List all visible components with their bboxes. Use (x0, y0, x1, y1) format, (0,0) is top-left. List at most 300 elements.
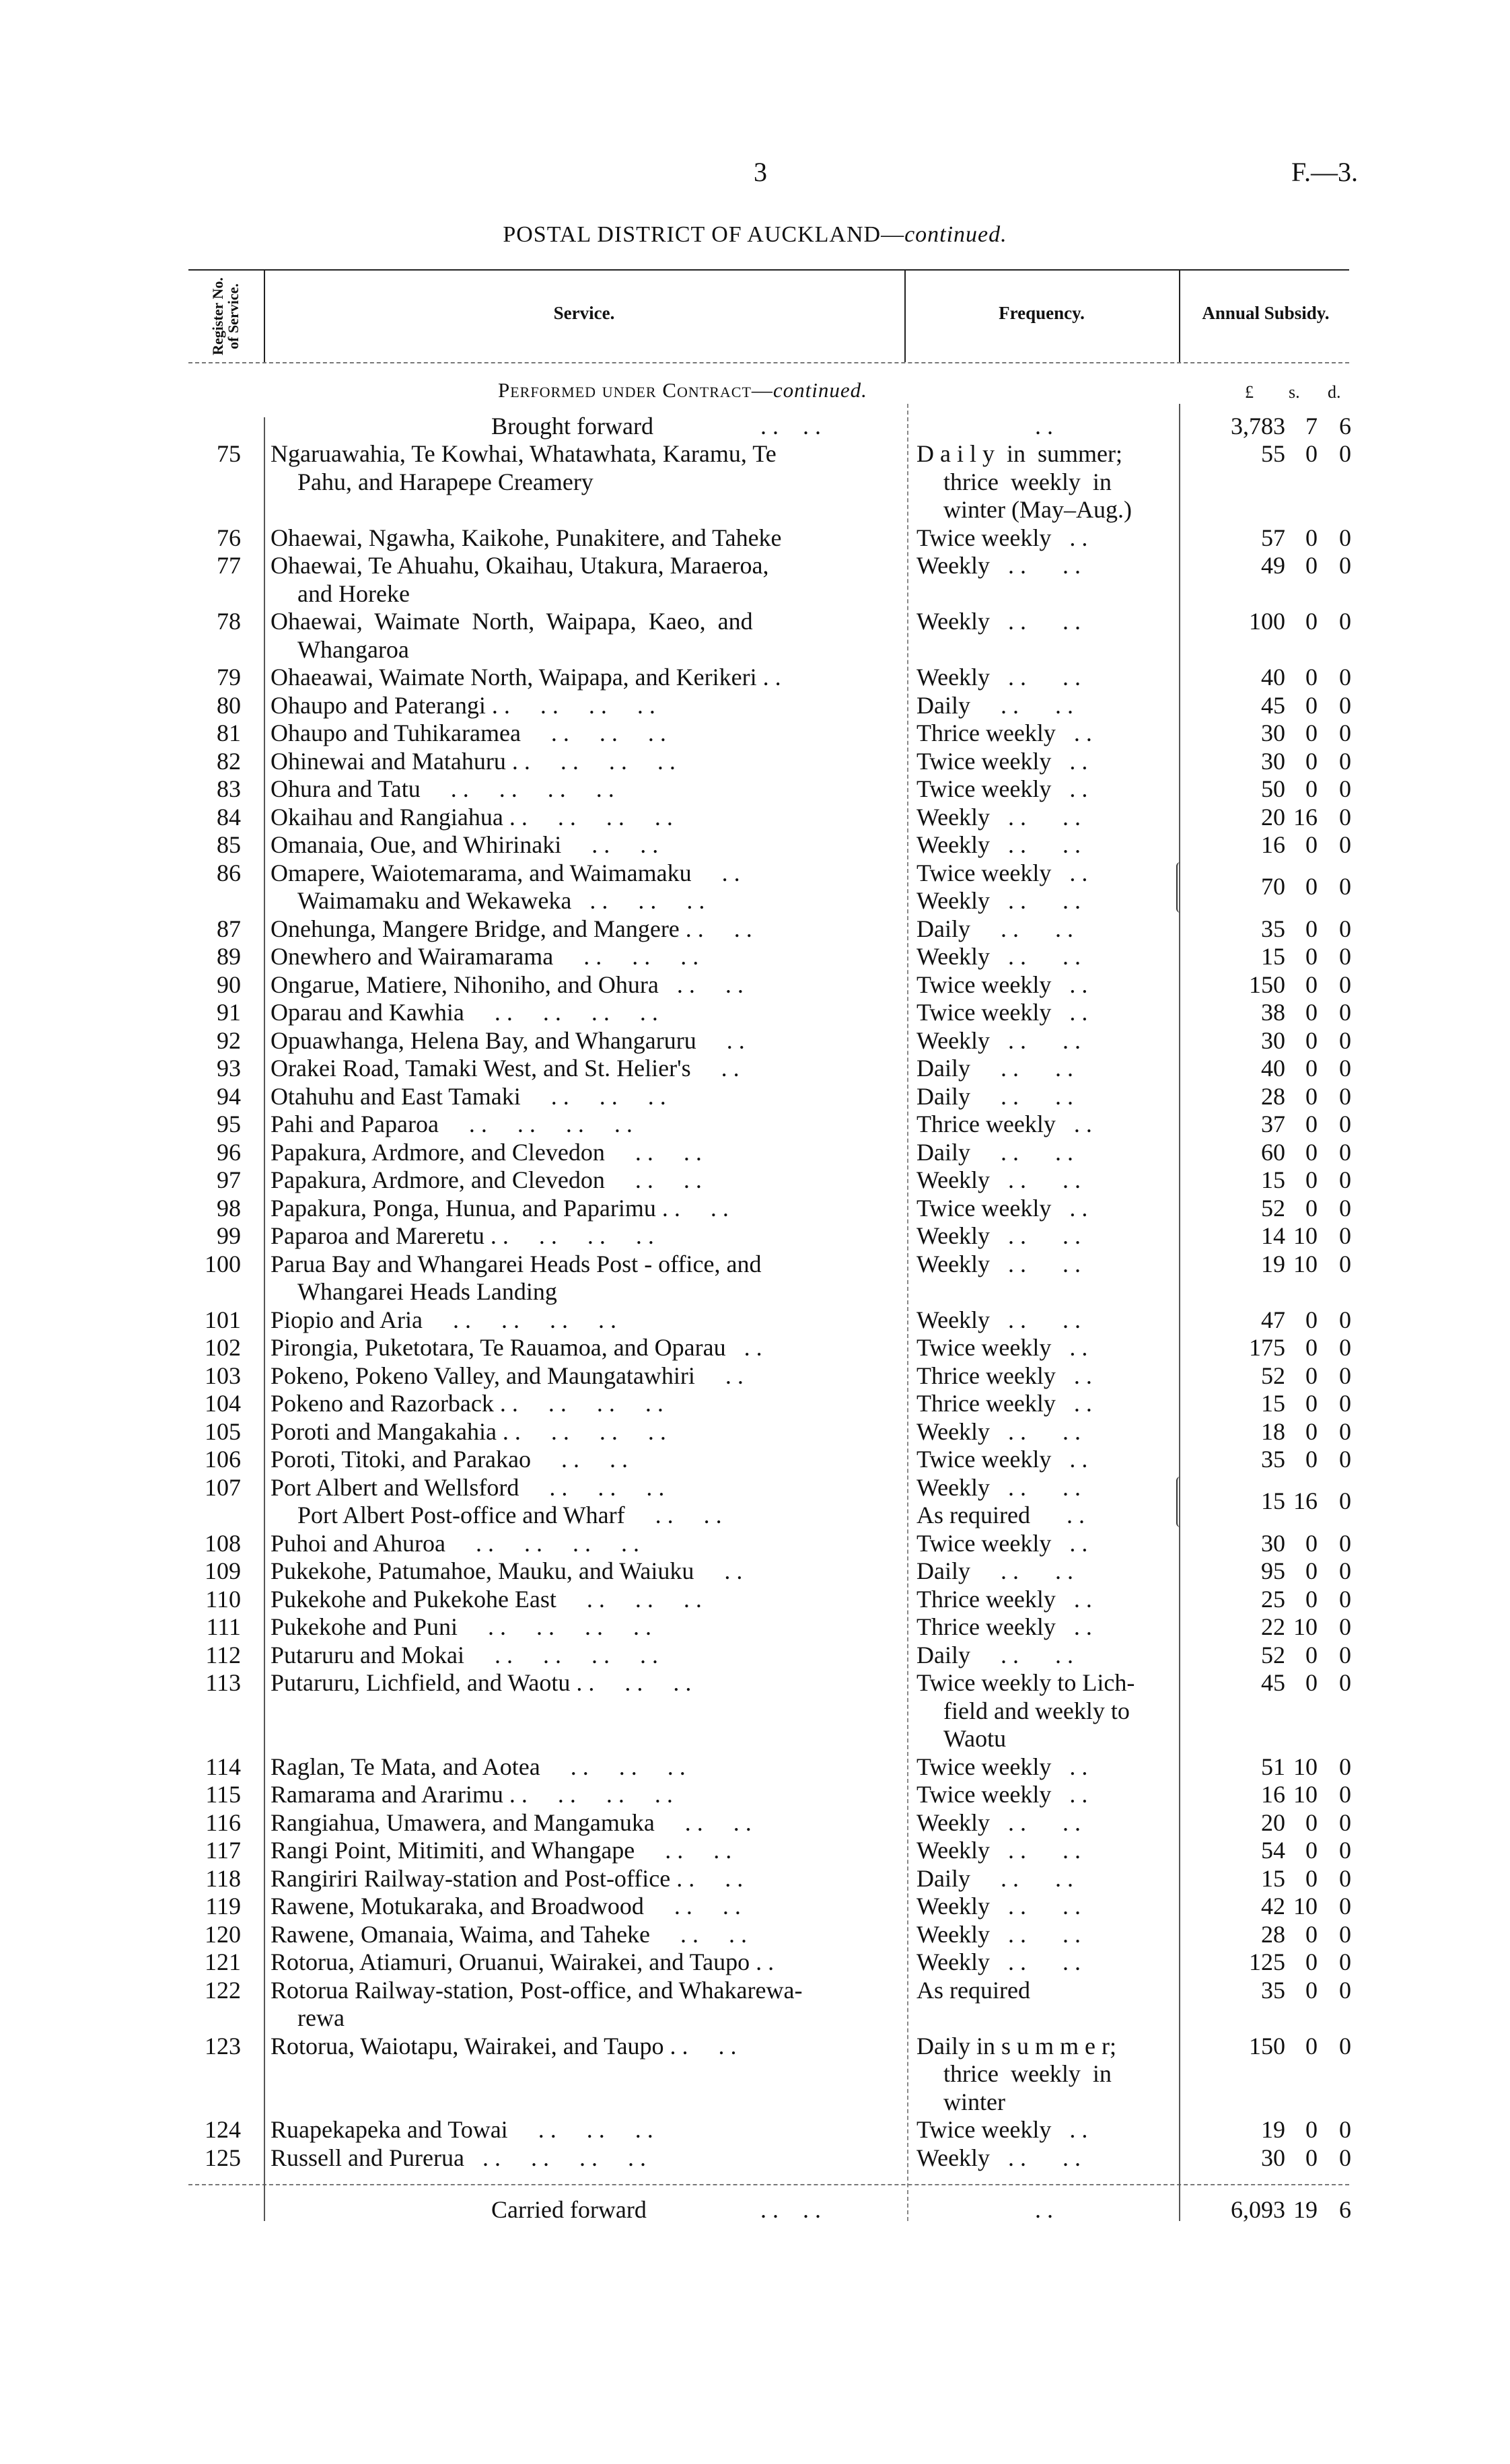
register-number: 89 (217, 943, 241, 970)
frequency-line: Weekly . . . . (916, 2144, 1081, 2171)
currency-pence: d. (1328, 382, 1341, 402)
service-line: Rawene, Motukaraka, and Broadwood . . . . (271, 1893, 741, 1920)
subsidy-pounds: 15 (1261, 1390, 1285, 1417)
table-row (0, 1334, 1510, 1362)
subsidy-shillings: 0 (1305, 1417, 1318, 1445)
service-description (271, 1334, 886, 1362)
subsidy-shillings: 10 (1293, 1781, 1318, 1808)
subsidy-shillings: 0 (1305, 608, 1318, 635)
frequency-line-continued: thrice weekly in (943, 2060, 1112, 2087)
frequency (916, 552, 1162, 580)
table-row (0, 943, 1510, 971)
carried-forward-label: Carried forward (491, 2196, 647, 2223)
frequency (916, 1251, 1162, 1279)
frequency (916, 1139, 1162, 1167)
table-row (0, 1139, 1510, 1167)
subsidy-pence: 0 (1339, 1893, 1351, 1920)
frequency (916, 1921, 1162, 1949)
frequency-line-continued: As required . . (916, 1502, 1085, 1528)
table-row (0, 1027, 1510, 1055)
frequency (916, 1948, 1162, 1977)
subsidy-pounds: 52 (1261, 1362, 1285, 1389)
service-line-continued: rewa (297, 2004, 345, 2031)
subsidy-shillings: 10 (1293, 1222, 1318, 1249)
subsidy-pence: 0 (1339, 1808, 1351, 1836)
frequency-line: Daily . . . . (916, 1055, 1073, 1082)
service-description (271, 999, 886, 1027)
subsidy-shillings: 0 (1305, 1306, 1318, 1333)
service-line: Ohinewai and Matahuru . . . . . . . . (271, 747, 676, 775)
subsidy-shillings: 0 (1305, 440, 1318, 467)
service-line-continued: Port Albert Post-office and Wharf . . . . (297, 1502, 722, 1528)
subsidy-shillings: 0 (1305, 664, 1318, 691)
table-row (0, 2116, 1510, 2144)
subsidy-pence: 0 (1339, 1585, 1351, 1613)
subsidy-shillings: 0 (1305, 1948, 1318, 1975)
subsidy-pence: 0 (1339, 524, 1351, 551)
table-row (0, 804, 1510, 832)
subsidy-pence: 0 (1339, 873, 1351, 901)
subsidy-pounds: 14 (1261, 1222, 1285, 1249)
service-line: Ohaewai, Te Ahuahu, Okaihau, Utakura, Maraeroa, (271, 552, 769, 579)
service-line: Pukekohe and Puni . . . . . . . . (271, 1613, 651, 1640)
subsidy-shillings: 0 (1305, 1976, 1318, 2004)
subsidy-pounds: 37 (1261, 1111, 1285, 1137)
subsidy-pence: 0 (1339, 1529, 1351, 1557)
subsidy-shillings: 0 (1305, 2144, 1318, 2171)
subsidy-pounds: 15 (1261, 1864, 1285, 1892)
subsidy-shillings: 0 (1305, 1138, 1318, 1166)
subsidy-shillings: 0 (1305, 999, 1318, 1026)
register-number: 123 (205, 2032, 241, 2060)
service-line: Orakei Road, Tamaki West, and St. Helier's . . (271, 1055, 740, 1082)
table-row (0, 1362, 1510, 1391)
frequency (916, 1166, 1162, 1195)
register-number: 110 (205, 1585, 241, 1613)
service-line: Pokeno, Pokeno Valley, and Maungatawhiri . . (271, 1362, 744, 1389)
frequency-line: Weekly . . . . (916, 1222, 1081, 1249)
subsidy-pence: 0 (1339, 719, 1351, 746)
table-row (0, 1530, 1510, 1558)
register-number: 117 (205, 1837, 241, 1864)
subsidy-pence: 0 (1339, 943, 1351, 970)
frequency-line: Daily . . . . (916, 1557, 1073, 1584)
frequency (916, 1222, 1162, 1251)
subsidy-pence: 0 (1339, 1334, 1351, 1361)
service-line: Rotorua Railway-station, Post-office, and Whakarewa- (271, 1976, 803, 2004)
subsidy-shillings: 0 (1305, 1920, 1318, 1948)
register-number: 94 (217, 1082, 241, 1110)
frequency-line: Twice weekly . . (916, 2116, 1088, 2143)
register-number: 118 (205, 1864, 241, 1892)
frequency-line: Twice weekly . . (916, 859, 1088, 886)
subsidy-pence: 0 (1339, 2144, 1351, 2171)
table-row (0, 859, 1510, 915)
frequency-line: Thrice weekly . . (916, 1613, 1092, 1640)
service-description (271, 1418, 886, 1446)
subsidy-pence: 0 (1339, 1194, 1351, 1222)
frequency-line: Twice weekly . . (916, 999, 1088, 1026)
service-description (271, 1139, 886, 1167)
table-row (0, 692, 1510, 720)
table-row (0, 1753, 1510, 1782)
register-number: 75 (217, 440, 241, 467)
service-description (271, 552, 886, 608)
frequency-line: Weekly . . . . (916, 943, 1081, 970)
subsidy-shillings: 0 (1305, 1362, 1318, 1389)
subsidy-shillings: 0 (1305, 1166, 1318, 1193)
service-line: Rawene, Omanaia, Waima, and Taheke . . . . (271, 1920, 748, 1948)
service-line: Puhoi and Ahuroa . . . . . . . . (271, 1529, 639, 1557)
register-number: 104 (205, 1390, 241, 1417)
table-row (0, 1083, 1510, 1111)
subsidy-shillings: 0 (1305, 971, 1318, 998)
service-line: Omanaia, Oue, and Whirinaki . . . . (271, 831, 659, 858)
subsidy-shillings: 10 (1293, 1613, 1318, 1640)
subsidy-shillings: 0 (1305, 747, 1318, 775)
subsidy-pence: 0 (1339, 440, 1351, 467)
service-line: Rangiriri Railway-station and Post-office . . . . (271, 1864, 744, 1892)
carried-forward-shillings: 19 (1293, 2196, 1318, 2223)
frequency (916, 1865, 1162, 1893)
table-row (0, 524, 1510, 553)
frequency-line: Weekly . . . . (916, 1026, 1081, 1054)
table-row (0, 1166, 1510, 1195)
frequency (916, 1837, 1162, 1865)
frequency-line: Weekly . . . . (916, 608, 1081, 635)
service-description (271, 971, 886, 999)
table-row (0, 1111, 1510, 1139)
service-description (271, 1977, 886, 2033)
brought-forward-label: Brought forward (491, 413, 653, 439)
subsidy-pounds: 35 (1261, 1446, 1285, 1473)
subsidy-pounds: 125 (1249, 1948, 1285, 1975)
subsidy-shillings: 0 (1305, 1837, 1318, 1864)
register-number: 78 (217, 608, 241, 635)
subsidy-shillings: 0 (1305, 1390, 1318, 1417)
service-line: Port Albert and Wellsford . . . . . . (271, 1473, 665, 1501)
service-description (271, 1222, 886, 1251)
service-line: Ngaruawahia, Te Kowhai, Whatawhata, Karamu, Te (271, 440, 777, 467)
register-number: 93 (217, 1055, 241, 1082)
frequency-line-continued: winter (May–Aug.) (943, 496, 1132, 523)
table-row (0, 1195, 1510, 1223)
frequency (916, 1557, 1162, 1586)
subsidy-pence: 0 (1339, 1166, 1351, 1193)
register-number: 85 (217, 831, 241, 858)
subsidy-shillings: 0 (1305, 1529, 1318, 1557)
frequency-line: Twice weekly . . (916, 775, 1088, 802)
frequency (916, 1474, 1162, 1530)
frequency (916, 804, 1162, 832)
register-number: 103 (205, 1362, 241, 1389)
service-description (271, 775, 886, 804)
frequency-line: Weekly . . . . (916, 803, 1081, 831)
subsidy-pence: 0 (1339, 664, 1351, 691)
register-number: 122 (205, 1976, 241, 2004)
service-description (271, 1781, 886, 1809)
table-row (0, 915, 1510, 944)
register-number: 120 (205, 1920, 241, 1948)
service-line: Poroti and Mangakahia . . . . . . . . (271, 1417, 666, 1445)
frequency (916, 1642, 1162, 1670)
subsidy-pence: 0 (1339, 1641, 1351, 1668)
subsidy-pence: 0 (1339, 1669, 1351, 1696)
subsidy-pounds: 60 (1261, 1138, 1285, 1166)
subsidy-pounds: 52 (1261, 1194, 1285, 1222)
service-line: Raglan, Te Mata, and Aotea . . . . . . (271, 1753, 686, 1780)
table-row (0, 1809, 1510, 1837)
service-description (271, 1837, 886, 1865)
service-description (271, 1948, 886, 1977)
table-row (0, 2144, 1510, 2173)
frequency (916, 1390, 1162, 1418)
register-number: 99 (217, 1222, 241, 1249)
frequency (916, 971, 1162, 999)
subsidy-pounds: 47 (1261, 1306, 1285, 1333)
frequency (916, 692, 1162, 720)
table-row (0, 608, 1510, 664)
frequency-line: Daily . . . . (916, 1138, 1073, 1166)
subsidy-shillings: 10 (1293, 1250, 1318, 1277)
service-line: Papakura, Ponga, Hunua, and Paparimu . . . . (271, 1194, 729, 1222)
frequency-line: Weekly . . . . (916, 664, 1081, 691)
subsidy-pence: 0 (1339, 552, 1351, 579)
subsidy-pounds: 19 (1261, 2116, 1285, 2143)
title-continued: continued. (904, 222, 1007, 247)
subsidy-shillings: 0 (1305, 1334, 1318, 1361)
subsidy-pounds: 50 (1261, 775, 1285, 802)
register-number: 109 (205, 1557, 241, 1584)
frequency (916, 1446, 1162, 1474)
service-line: Ohaewai, Waimate North, Waipapa, Kaeo, and (271, 608, 753, 635)
subsidy-pence: 0 (1339, 1026, 1351, 1054)
service-description (271, 1865, 886, 1893)
subsidy-pounds: 49 (1261, 552, 1285, 579)
service-line: Putaruru and Mokai . . . . . . . . (271, 1641, 658, 1668)
frequency (916, 1530, 1162, 1558)
frequency-line: Daily in s u m m e r; (916, 2032, 1116, 2060)
service-line-continued: and Horeke (297, 579, 410, 607)
currency-pounds: £ (1245, 382, 1254, 402)
frequency-line: Thrice weekly . . (916, 1362, 1092, 1389)
page-code: F.—3. (1291, 157, 1358, 187)
frequency (916, 1418, 1162, 1446)
subsidy-pounds: 175 (1249, 1334, 1285, 1361)
frequency (916, 2116, 1162, 2144)
service-line: Ruapekapeka and Towai . . . . . . (271, 2116, 653, 2143)
service-line: Pirongia, Puketotara, Te Rauamoa, and Oparau . . (271, 1334, 762, 1361)
frequency-line: Twice weekly . . (916, 1781, 1088, 1808)
subsidy-pence: 0 (1339, 1753, 1351, 1780)
subsidy-shillings: 0 (1305, 1585, 1318, 1613)
table-row (0, 999, 1510, 1027)
service-description (271, 1921, 886, 1949)
register-number: 92 (217, 1026, 241, 1054)
subsidy-shillings: 16 (1293, 1487, 1318, 1515)
service-line: Ohaupo and Tuhikaramea . . . . . . (271, 719, 666, 746)
frequency-line-continued: winter (943, 2088, 1005, 2115)
carried-forward-row (0, 2195, 1510, 2224)
subsidy-shillings: 0 (1305, 775, 1318, 802)
register-number: 113 (205, 1669, 241, 1696)
subsidy-pence: 0 (1339, 999, 1351, 1026)
service-line: Poroti, Titoki, and Parakao . . . . (271, 1446, 628, 1473)
frequency-line: Twice weekly . . (916, 1334, 1088, 1361)
frequency-line: Twice weekly . . (916, 1446, 1088, 1473)
subsidy-pounds: 30 (1261, 719, 1285, 746)
frequency (916, 1306, 1162, 1335)
carried-forward-dots: . . . . (760, 2196, 821, 2223)
table-row (0, 1781, 1510, 1809)
currency-shillings: s. (1289, 382, 1300, 402)
subsidy-pounds: 25 (1261, 1585, 1285, 1613)
subsidy-pounds: 38 (1261, 999, 1285, 1026)
service-description (271, 1306, 886, 1335)
service-line-continued: Whangaroa (297, 635, 409, 663)
subsidy-pounds: 35 (1261, 1976, 1285, 2004)
service-description (271, 1390, 886, 1418)
service-description (271, 1530, 886, 1558)
subsidy-pounds: 100 (1249, 608, 1285, 635)
register-number: 91 (217, 999, 241, 1026)
register-number: 101 (205, 1306, 241, 1333)
carried-forward-freq-dots: . . (1035, 2196, 1053, 2223)
subsidy-pounds: 20 (1261, 1808, 1285, 1836)
subsidy-pence: 0 (1339, 1111, 1351, 1137)
service-line: Rotorua, Waiotapu, Wairakei, and Taupo . . . . (271, 2032, 737, 2060)
subsidy-shillings: 10 (1293, 1893, 1318, 1920)
service-description (271, 2144, 886, 2173)
frequency-line-continued: Waotu (943, 1725, 1007, 1752)
frequency (916, 943, 1162, 971)
frequency (916, 1195, 1162, 1223)
service-description (271, 859, 886, 915)
service-description (271, 1809, 886, 1837)
subsidy-shillings: 0 (1305, 873, 1318, 901)
subsidy-shillings: 0 (1305, 1864, 1318, 1892)
service-line: Otahuhu and East Tamaki . . . . . . (271, 1082, 666, 1110)
frequency (916, 1083, 1162, 1111)
service-line: Piopio and Aria . . . . . . . . (271, 1306, 616, 1333)
service-line: Paparoa and Mareretu . . . . . . . . (271, 1222, 654, 1249)
subsidy-pounds: 55 (1261, 440, 1285, 467)
frequency-line: Daily . . . . (916, 915, 1073, 942)
frequency (916, 719, 1162, 748)
service-description (271, 1474, 886, 1530)
table-row (0, 1893, 1510, 1921)
register-number: 86 (217, 859, 241, 886)
service-line: Parua Bay and Whangarei Heads Post - office, and (271, 1250, 762, 1277)
frequency-line: Twice weekly to Lich- (916, 1669, 1135, 1696)
subsidy-pence: 0 (1339, 1306, 1351, 1333)
register-number: 80 (217, 691, 241, 719)
table-row (0, 1222, 1510, 1251)
frequency (916, 1613, 1162, 1642)
service-line: Opuawhanga, Helena Bay, and Whangaruru . . (271, 1026, 745, 1054)
frequency (916, 1334, 1162, 1362)
register-number: 107 (205, 1473, 241, 1501)
table-row (0, 1418, 1510, 1446)
subsidy-pence: 0 (1339, 1948, 1351, 1975)
subsidy-pence: 0 (1339, 1781, 1351, 1808)
table-row (0, 1921, 1510, 1949)
service-description (271, 1613, 886, 1642)
service-line: Ramarama and Ararimu . . . . . . . . (271, 1781, 673, 1808)
service-line: Pukekohe and Pukekohe East . . . . . . (271, 1585, 702, 1613)
subsidy-shillings: 16 (1293, 803, 1318, 831)
service-line: Rangi Point, Mitimiti, and Whangape . . . . (271, 1837, 732, 1864)
subsidy-pounds: 30 (1261, 1529, 1285, 1557)
subsidy-pounds: 70 (1261, 873, 1285, 901)
service-description (271, 1111, 886, 1139)
subsidy-pence: 0 (1339, 1864, 1351, 1892)
subsidy-shillings: 0 (1305, 1026, 1318, 1054)
subsidy-pounds: 16 (1261, 1781, 1285, 1808)
subsidy-shillings: 0 (1305, 831, 1318, 858)
service-description (271, 524, 886, 553)
subsidy-pounds: 20 (1261, 803, 1285, 831)
service-line: Pahi and Paparoa . . . . . . . . (271, 1111, 633, 1137)
frequency (916, 664, 1162, 692)
subsidy-pounds: 51 (1261, 1753, 1285, 1780)
service-description (271, 1642, 886, 1670)
register-number: 96 (217, 1138, 241, 1166)
service-description (271, 608, 886, 664)
frequency-line: Weekly . . . . (916, 1808, 1081, 1836)
table-row (0, 1390, 1510, 1418)
frequency (916, 1977, 1162, 2005)
subsidy-pounds: 28 (1261, 1920, 1285, 1948)
register-number: 119 (205, 1893, 241, 1920)
service-line: Rangiahua, Umawera, and Mangamuka . . . . (271, 1808, 752, 1836)
table-row (0, 1474, 1510, 1530)
register-number: 112 (205, 1641, 241, 1668)
frequency-line: Twice weekly . . (916, 971, 1088, 998)
service-line: Pokeno and Razorback . . . . . . . . (271, 1390, 663, 1417)
table-row (0, 1446, 1510, 1474)
register-number: 116 (205, 1808, 241, 1836)
register-number: 82 (217, 747, 241, 775)
service-line: Oparau and Kawhia . . . . . . . . (271, 999, 658, 1026)
subsidy-shillings: 0 (1305, 691, 1318, 719)
brought-forward-dots: . . . . (760, 413, 821, 439)
register-number: 111 (206, 1613, 241, 1640)
frequency-line: Weekly . . . . (916, 1920, 1081, 1948)
frequency (916, 1055, 1162, 1083)
service-description (271, 804, 886, 832)
frequency (916, 999, 1162, 1027)
service-line: Putaruru, Lichfield, and Waotu . . . . . . (271, 1669, 692, 1696)
register-number: 95 (217, 1111, 241, 1137)
table-row (0, 664, 1510, 692)
frequency (916, 2033, 1162, 2117)
subsidy-pounds: 54 (1261, 1837, 1285, 1864)
frequency-line: Twice weekly . . (916, 1529, 1088, 1557)
register-number: 124 (205, 2116, 241, 2143)
register-number: 98 (217, 1194, 241, 1222)
header-frequency: Frequency. (999, 303, 1085, 323)
subsidy-pence: 0 (1339, 1138, 1351, 1166)
table-row (0, 971, 1510, 999)
subsidy-pence: 0 (1339, 1250, 1351, 1277)
subsidy-pence: 0 (1339, 971, 1351, 998)
frequency (916, 1781, 1162, 1809)
register-number: 76 (217, 524, 241, 551)
subsidy-pounds: 30 (1261, 747, 1285, 775)
subsidy-pence: 0 (1339, 1446, 1351, 1473)
service-description (271, 2033, 886, 2061)
